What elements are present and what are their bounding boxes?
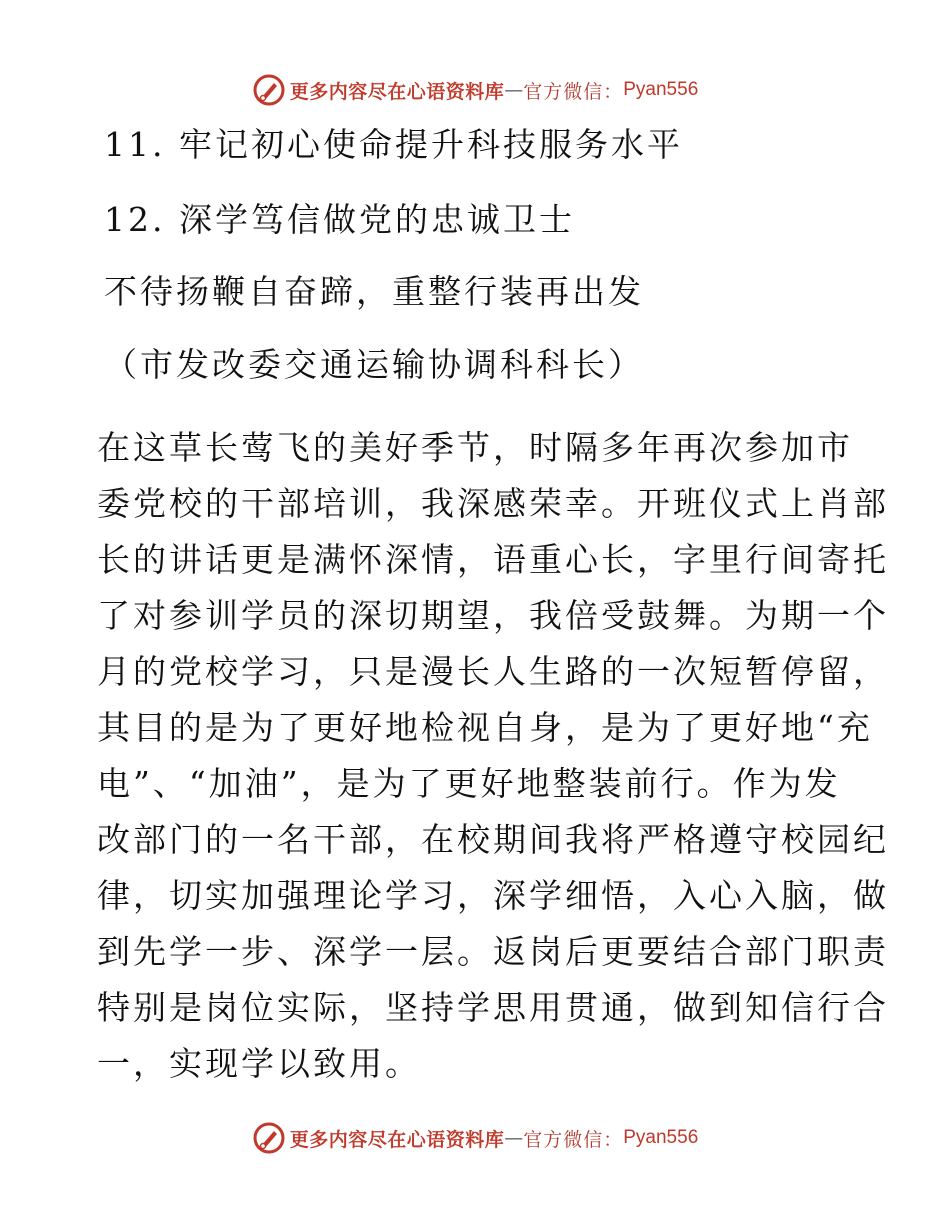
body-line: 改部门的一名干部，在校期间我将严格遵守校园纪 [97,820,889,859]
body-line: 电”、“加油”，是为了更好地整装前行。作为发 [97,764,841,803]
list-item-12: 12. 深学笃信做党的忠诚卫士 [104,200,575,239]
body-line: 到先学一步、深学一层。返岗后更要结合部门职责 [97,932,889,971]
author-line: （市发改委交通运输协调科科长） [104,345,644,384]
watermark-banner-bottom [0,1118,950,1158]
watermark-wechat-label: 官方微信： [523,1128,624,1151]
body-line: 长的讲话更是满怀深情，语重心长，字里行间寄托 [97,540,889,579]
watermark-main-text: 更多内容尽在心语资料库 [289,1128,505,1151]
pen-nib-circle-icon [252,1121,286,1155]
body-line: 特别是岗位实际，坚持学思用贯通，做到知信行合 [97,988,889,1027]
watermark-wechat-id: Pyan556 [623,79,699,100]
body-paragraph [97,420,889,1092]
body-line: 了对参训学员的深切期望，我倍受鼓舞。为期一个 [97,596,889,635]
watermark-separator: — [504,1127,524,1149]
article-title: 不待扬鞭自奋蹄，重整行装再出发 [104,272,644,311]
list-item-11: 11. 牢记初心使命提升科技服务水平 [104,125,683,164]
watermark-separator: — [504,79,524,101]
body-line: 其目的是为了更好地检视自身，是为了更好地“充 [97,708,873,747]
watermark-wechat-label: 官方微信： [523,80,624,103]
watermark-main-text: 更多内容尽在心语资料库 [289,80,505,103]
pen-nib-circle-icon [252,73,286,107]
watermark-banner-top [0,70,950,110]
watermark-wechat-id: Pyan556 [623,1127,699,1148]
body-line: 一，实现学以致用。 [97,1044,421,1083]
body-line: 委党校的干部培训，我深感荣幸。开班仪式上肖部 [97,484,889,523]
body-line: 在这草长莺飞的美好季节，时隔多年再次参加市 [97,428,853,467]
body-line: 律，切实加强理论学习，深学细悟，入心入脑，做 [97,876,889,915]
body-line: 月的党校学习，只是漫长人生路的一次短暂停留， [97,652,889,691]
